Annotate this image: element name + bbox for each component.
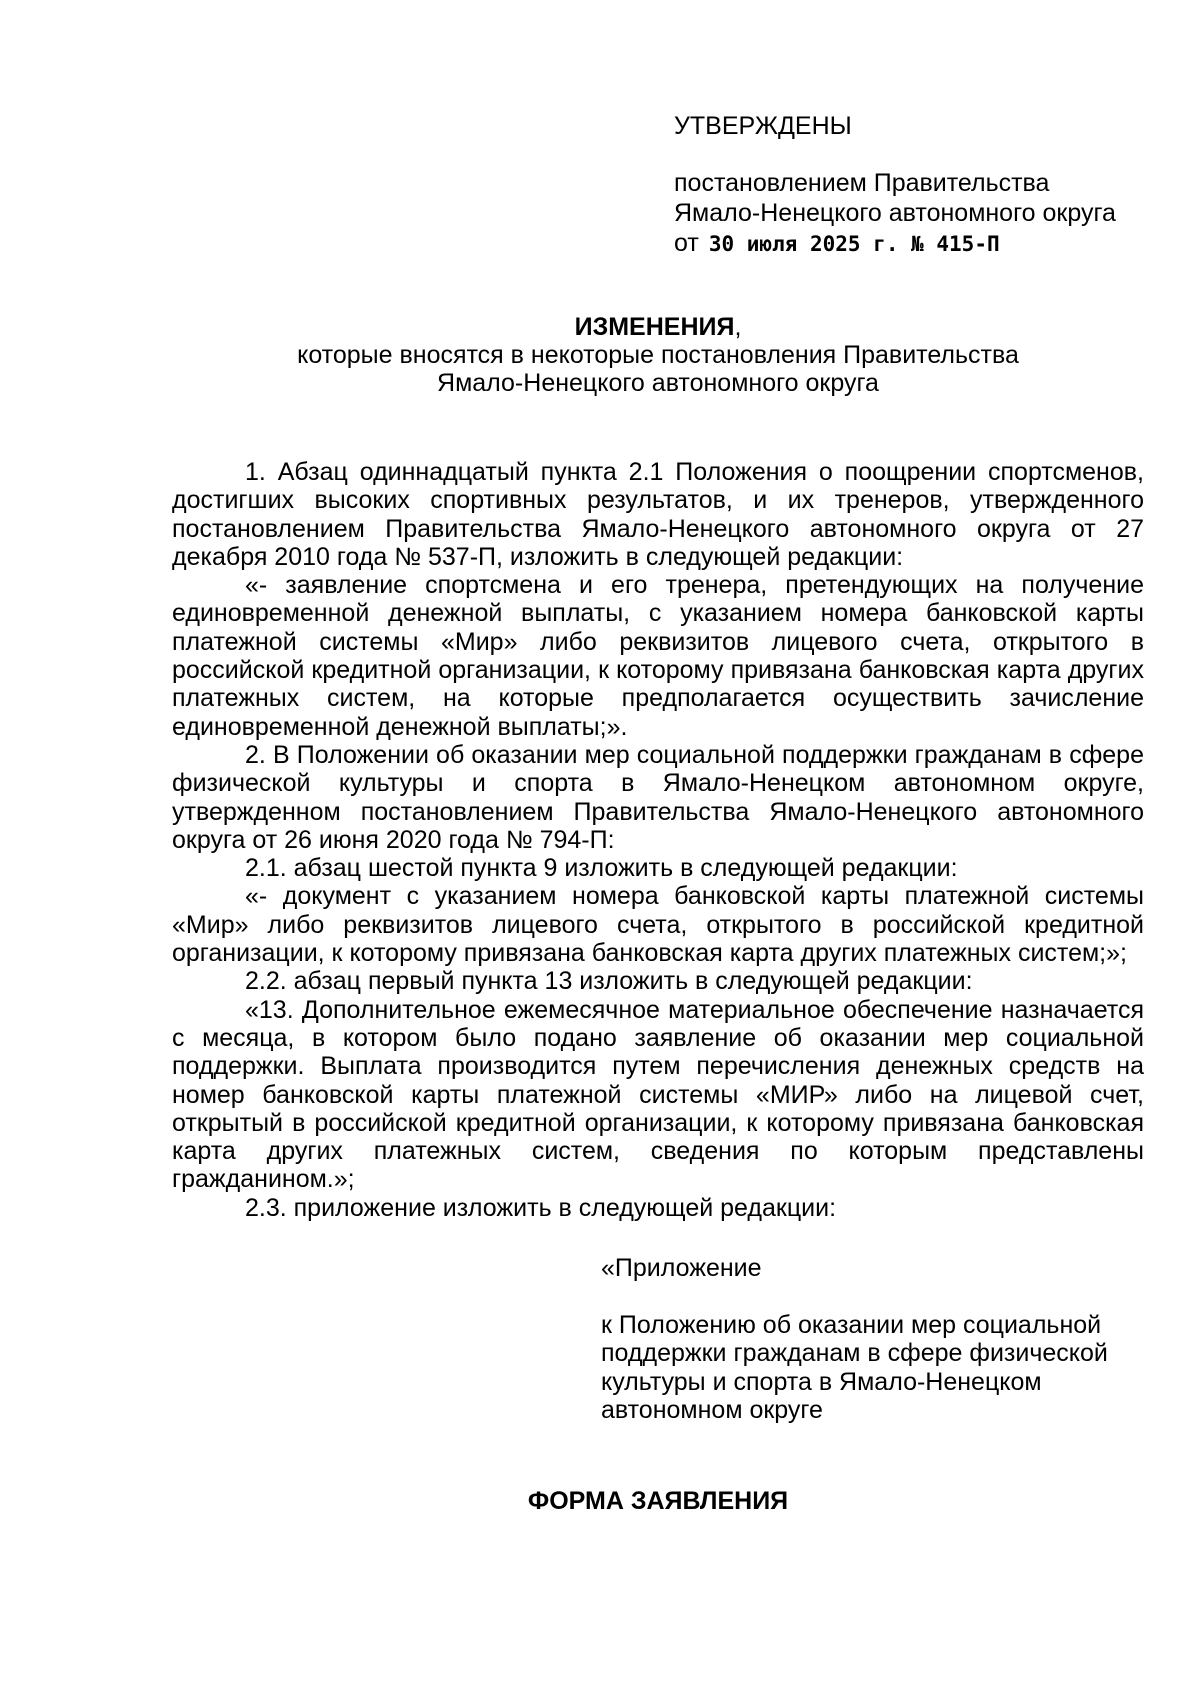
date-prefix: от [674,229,699,257]
appendix-reference-line: культуры и спорта в Ямало-Ненецком [601,1367,1042,1396]
decree-date-number: 30 июля 2025 г. № 415-П [708,232,1000,256]
document-subtitle-line: Ямало-Ненецкого автономного округа [437,369,879,397]
body-paragraph: 2.1. абзац шестой пункта 9 изложить в следующей редакции: [245,854,958,883]
document-body [172,458,1144,1222]
body-paragraph: «- заявление спортсмена и его тренера, претендующих на получение единовременной денежной выплаты, с указанием номера банковской карты платежной системы «Мир» либо реквизитов лицевого счета, открытого в российской кредитной организации, к которому привязана банковская карта других платежных систем, на которые предполагается осуществить зачисление единовременной денежной выплаты;». [172,571,1144,741]
document-subtitle-line: которые вносятся в некоторые постановления Правительства [297,341,1019,369]
approval-block [674,111,1174,259]
body-paragraph: 2.3. приложение изложить в следующей редакции: [245,1193,837,1222]
appendix-title: «Приложение [601,1254,762,1282]
body-paragraph: 2. В Положении об оказании мер социальной поддержки гражданам в сфере физической культуры и спорта в Ямало-Ненецком автономном округе, утвержденном постановлением Правительства Ямало-Ненецкого автономного округа от 26 июня 2020 года № 794-П: [172,740,1144,854]
title-suffix: , [734,313,742,341]
body-paragraph: «13. Дополнительное ежемесячное материальное обеспечение назначается с месяца, в котором было подано заявление об оказании мер социальной поддержки. Выплата производится путем перечисления денежных средств на номер банковской карты платежной системы «МИР» либо на лицевой счет, открытый в российской кредитной организации, к которому привязана банковская карта других платежных систем, сведения по которым представлены гражданином.»; [172,995,1144,1194]
title-text: ИЗМЕНЕНИЯ [574,313,735,341]
body-paragraph: «- документ с указанием номера банковской карты платежной системы «Мир» либо реквизитов лицевого счета, открытого в российской кредитной организации, к которому привязана банковская карта других платежных систем;»; [172,882,1144,968]
approval-date-line [674,228,1174,259]
body-paragraph: 1. Абзац одиннадцатый пункта 2.1 Положения о поощрении спортсменов, достигших высоких спортивных результатов, и их тренеров, утвержденного постановлением Правительства Ямало-Ненецкого автономного округа от 27 декабря 2010 года № 537-П, изложить в следующей редакции: [172,458,1144,571]
approval-authority-line: постановлением Правительства [674,169,1050,197]
form-title: ФОРМА ЗАЯВЛЕНИЯ [527,1487,789,1515]
appendix-reference-line: к Положению об оказании мер социальной [601,1310,1102,1339]
body-paragraph: 2.2. абзац первый пункта 13 изложить в следующей редакции: [245,967,973,996]
appendix-reference-line: автономном округе [601,1396,823,1424]
document-heading [172,313,1144,397]
document-title [172,313,1144,341]
appendix-reference-line: поддержки гражданам в сфере физической [601,1339,1108,1367]
approval-authority-line: Ямало-Ненецкого автономного округа [674,199,1116,227]
appendix-block [601,1254,1161,1425]
approval-authority [674,168,1174,259]
approval-stamp: УТВЕРЖДЕНЫ [674,112,852,140]
